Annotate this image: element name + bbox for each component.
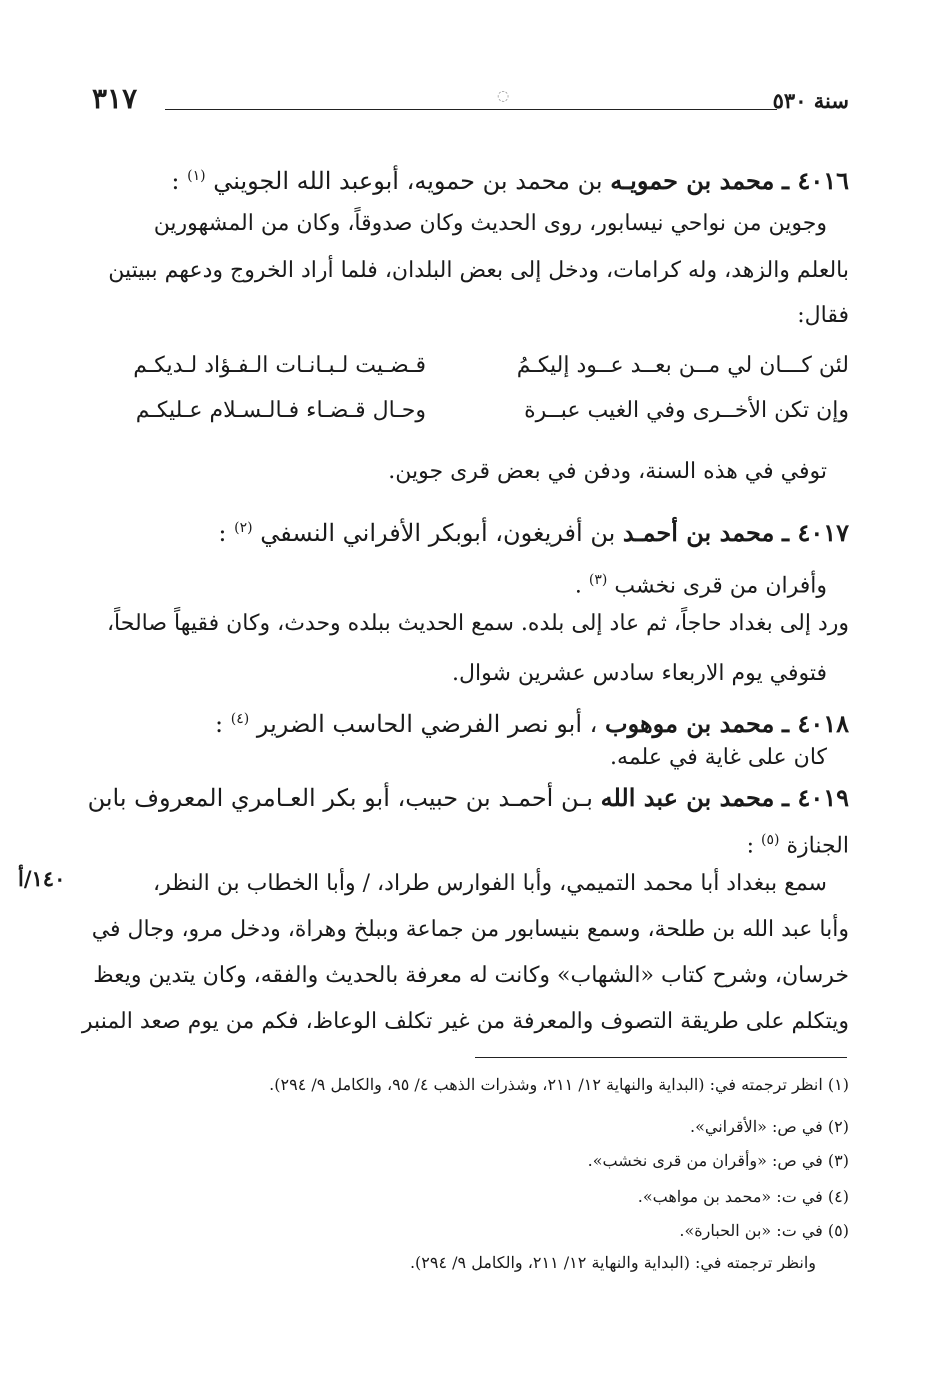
entry-title: ، أبو نصر الفرضي الحاسب الضرير	[256, 710, 598, 738]
verse-2-left: وحـال قـضـاء فـالـسـلام عـليكـم	[135, 398, 426, 423]
footnote-ref: (٤)	[230, 711, 250, 727]
footnote-2: (٢) في ص: «الأقراني».	[689, 1117, 849, 1136]
verse-2-right: وإن تكن الأخــرى وفي الغيب عبــرة	[524, 398, 849, 423]
entry-number: ٤٠١٨ ـ	[782, 709, 849, 738]
entry-4017-heading	[218, 514, 849, 547]
entry-title: بن أفريغون، أبوبكر الأفراني النسفي	[260, 519, 616, 547]
entry-name: محمد بن عبد الله	[600, 783, 775, 812]
paragraph-line	[575, 566, 827, 600]
page-number: ٣١٧	[92, 82, 138, 115]
paragraph-line: فتوفي يوم الاربعاء سادس عشرين شوال.	[452, 661, 827, 686]
entry-title: بن محمد بن حمويه، أبوعبد الله الجويني	[213, 167, 603, 195]
colon: :	[218, 519, 227, 547]
entry-number: ٤٠١٧ ـ	[782, 518, 849, 547]
footnote-3: (٣) في ص: «وأقران من قرى نخشب».	[587, 1151, 849, 1170]
colon: :	[746, 833, 755, 859]
ornament-mark: ◌	[497, 88, 510, 104]
footnote-5: (٥) في ت: «بن الحبارة».	[679, 1221, 849, 1240]
entry-title: الجنازة	[786, 833, 849, 859]
footnote-5-cont: وانظر ترجمته في: (البداية والنهاية ١٢/ ٢١١، والكامل ٩/ ٢٩٤).	[409, 1253, 816, 1272]
entry-title: بـن أحمـد بن حبيب، أبو بكر العـامري المعروف بابن	[87, 784, 593, 812]
paragraph-line: وأبا عبد الله بن طلحة، وسمع بنيسابور من جماعة وببلخ وهراة، ودخل مرو، وجال في	[91, 917, 849, 942]
paragraph-line: ويتكلم على طريقة التصوف والمعرفة من غير تكلف الوعاظ، فكم من يوم صعد المنبر	[81, 1009, 849, 1034]
entry-4019-heading	[88, 784, 849, 812]
entry-number: ٤٠١٩ ـ	[782, 783, 849, 812]
paragraph-line: بالعلم والزهد، وله كرامات، ودخل إلى بعض البلدان، فلما أراد الخروج ودعهم ببيتين	[108, 258, 849, 283]
entry-name: محمد بن موهوب	[605, 709, 775, 738]
entry-name: محمد بن حمويـه	[610, 166, 775, 195]
verse-1-right: لئن كـــان لي مــن بعــد عــود إليكـمُ	[516, 353, 849, 378]
footnote-ref: (٥)	[761, 832, 780, 848]
year-label: سنة ٥٣٠	[772, 88, 849, 113]
paragraph-line: توفي في هذه السنة، ودفن في بعض قرى جوين.	[388, 459, 827, 484]
paragraph-line: ورد إلى بغداد حاجاً، ثم عاد إلى بلده. سمع الحديث ببلده وحدث، وكان فقيهاً صالحاً،	[106, 611, 849, 636]
paragraph-line: وجوين من نواحي نيسابور، روى الحديث وكان صدوقاً، وكان من المشهورين	[153, 211, 827, 236]
entry-number: ٤٠١٦ ـ	[782, 166, 849, 195]
footnote-ref: (١)	[187, 168, 206, 184]
text: وأفران من قرى نخشب	[614, 573, 827, 599]
colon: :	[214, 710, 224, 738]
entry-4016-heading	[171, 162, 849, 195]
entry-4018-heading	[215, 705, 849, 738]
footnote-rule	[475, 1057, 847, 1058]
paragraph-line: سمع ببغداد أبا محمد التميمي، وأبا الفوارس طراد، / وأبا الخطاب بن النظر،	[153, 871, 827, 896]
footnote-ref: (٣)	[588, 572, 608, 588]
text: .	[574, 573, 582, 599]
paragraph-line: خرسان، وشرح كتاب «الشهاب» وكانت له معرفة بالحديث والفقه، وكان يتدين ويعظ	[93, 963, 849, 988]
header-rule	[165, 109, 777, 110]
entry-name: محمد بن أحمـد	[622, 518, 775, 547]
paragraph-line: فقال:	[797, 303, 849, 328]
verse-1-left: قـضـيت لـبـانـات الـفـؤاد لـديكـم	[133, 353, 426, 378]
footnote-4: (٤) في ت: «محمد بن مواهب».	[637, 1187, 849, 1206]
entry-4019-heading-cont	[747, 826, 849, 860]
footnote-1: (١) انظر ترجمته في: (البداية والنهاية ١٢/ ٢١١، وشذرات الذهب ٤/ ٩٥، والكامل ٩/ ٢٩٤).	[269, 1075, 849, 1094]
paragraph-line: كان على غاية في علمه.	[610, 745, 827, 770]
manuscript-folio-note: ١٤٠/أ	[18, 866, 66, 891]
footnote-ref: (٢)	[234, 520, 253, 536]
colon: :	[171, 167, 180, 195]
